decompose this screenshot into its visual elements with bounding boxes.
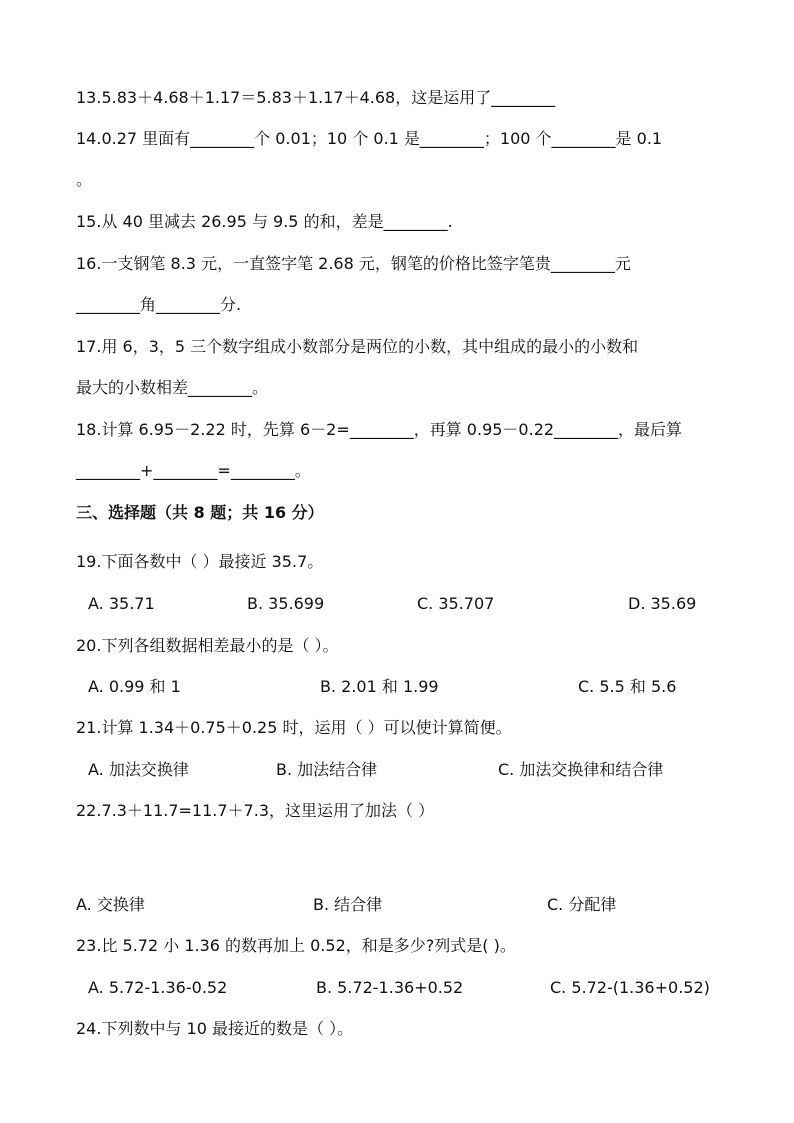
option-21-b: B. 加法结合律 bbox=[276, 760, 378, 779]
question-20: 20.下列各组数据相差最小的是（ ）。 bbox=[76, 636, 339, 655]
option-22-b: B. 结合律 bbox=[313, 895, 383, 914]
question-14-line-2: 。 bbox=[76, 170, 93, 189]
option-22-c: C. 分配律 bbox=[547, 895, 617, 914]
option-23-b: B. 5.72-1.36+0.52 bbox=[316, 978, 464, 997]
option-21-c: C. 加法交换律和结合律 bbox=[498, 760, 664, 779]
option-22-a: A. 交换律 bbox=[76, 895, 145, 914]
option-23-c: C. 5.72-(1.36+0.52) bbox=[550, 978, 710, 997]
question-17-line-2: 最大的小数相差________。 bbox=[76, 378, 269, 397]
question-22: 22.7.3＋11.7=11.7＋7.3，这里运用了加法（ ） bbox=[76, 801, 435, 820]
question-16-line-1: 16.一支钢笔 8.3 元，一直签字笔 2.68 元，钢笔的价格比签字笔贵________元 bbox=[76, 254, 631, 273]
question-17-line-1: 17.用 6，3，5 三个数字组成小数部分是两位的小数，其中组成的最小的小数和 bbox=[76, 337, 639, 356]
section-heading: 三、选择题（共 8 题；共 16 分） bbox=[76, 503, 324, 522]
question-21: 21.计算 1.34＋0.75＋0.25 时，运用（ ）可以使计算简便。 bbox=[76, 718, 512, 737]
option-19-a: A. 35.71 bbox=[88, 594, 155, 613]
question-13: 13.5.83＋4.68＋1.17＝5.83＋1.17＋4.68，这是运用了________ bbox=[76, 88, 556, 107]
question-19: 19.下面各数中（ ）最接近 35.7。 bbox=[76, 552, 324, 571]
option-19-d: D. 35.69 bbox=[628, 594, 697, 613]
option-23-a: A. 5.72-1.36-0.52 bbox=[88, 978, 228, 997]
option-20-b: B. 2.01 和 1.99 bbox=[320, 677, 439, 696]
option-20-c: C. 5.5 和 5.6 bbox=[578, 677, 677, 696]
question-24: 24.下列数中与 10 最接近的数是（ ）。 bbox=[76, 1019, 354, 1038]
question-18-line-1: 18.计算 6.95－2.22 时，先算 6－2=________，再算 0.95－0.22________，最后算 bbox=[76, 420, 683, 439]
question-14-line-1: 14.0.27 里面有________个 0.01；10 个 0.1 是________；100 个________是 0.1 bbox=[76, 129, 663, 148]
question-23: 23.比 5.72 小 1.36 的数再加上 0.52，和是多少?列式是( )。 bbox=[76, 936, 516, 955]
question-15: 15.从 40 里减去 26.95 与 9.5 的和，差是________. bbox=[76, 212, 453, 231]
option-19-b: B. 35.699 bbox=[247, 594, 325, 613]
option-19-c: C. 35.707 bbox=[417, 594, 495, 613]
question-18-line-2: ________+________=________。 bbox=[76, 461, 311, 480]
option-21-a: A. 加法交换律 bbox=[88, 760, 189, 779]
option-20-a: A. 0.99 和 1 bbox=[88, 677, 181, 696]
question-16-line-2: ________角________分. bbox=[76, 295, 242, 314]
